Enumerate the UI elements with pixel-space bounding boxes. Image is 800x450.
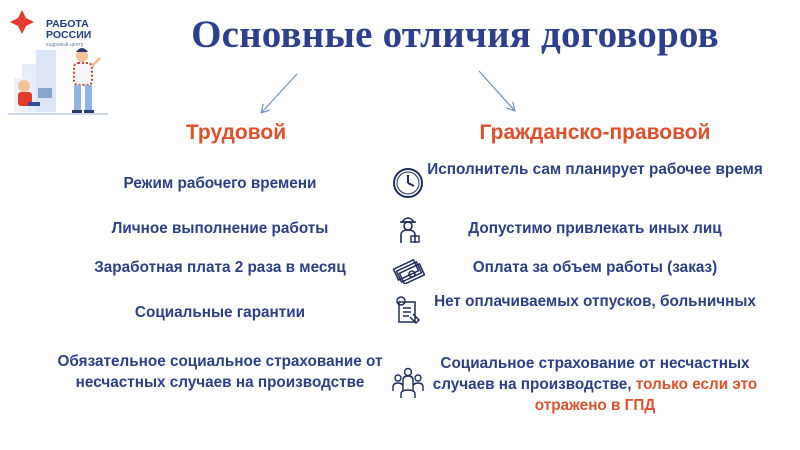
- logo-line2: РОССИИ: [46, 29, 92, 41]
- right-cell-no-leave: Нет оплачиваемых отпусков, больничных: [434, 293, 756, 310]
- logo-line1: РАБОТА: [46, 18, 89, 30]
- left-cell-personal-work: Личное выполнение работы: [111, 220, 329, 237]
- left-cell-social-guarantees: Социальные гарантии: [134, 304, 306, 321]
- right-cell-insurance: [420, 353, 770, 416]
- left-cell-work-hours: Режим рабочего времени: [123, 175, 317, 192]
- right-cell-insurance-text: Социальное страхование от несчастных случаев на производстве,: [432, 355, 750, 393]
- header-labor: Трудовой: [185, 121, 287, 144]
- right-cell-payment: Оплата за объем работы (заказ): [472, 259, 718, 276]
- logo-tagline: кадровый центр: [46, 42, 84, 48]
- left-cell-insurance: Обязательное социальное страхование от несчастных случаев на производстве: [57, 353, 383, 391]
- arrow-right: [479, 71, 514, 110]
- header-civil: Гражданско-правовой: [479, 121, 711, 144]
- illustration: [8, 48, 108, 114]
- right-cell-delegation: Допустимо привлекать иных лиц: [468, 220, 722, 237]
- page-title: Основные отличия договоров: [191, 13, 719, 56]
- logo-block: [8, 6, 118, 118]
- right-cell-insurance-highlight: только если это отражено в ГПД: [534, 376, 758, 414]
- right-cell-work-hours: Исполнитель сам планирует рабочее время: [427, 161, 763, 178]
- left-cell-salary: Заработная плата 2 раза в месяц: [94, 259, 346, 276]
- arrow-left: [262, 74, 297, 112]
- logo-text: [46, 19, 91, 41]
